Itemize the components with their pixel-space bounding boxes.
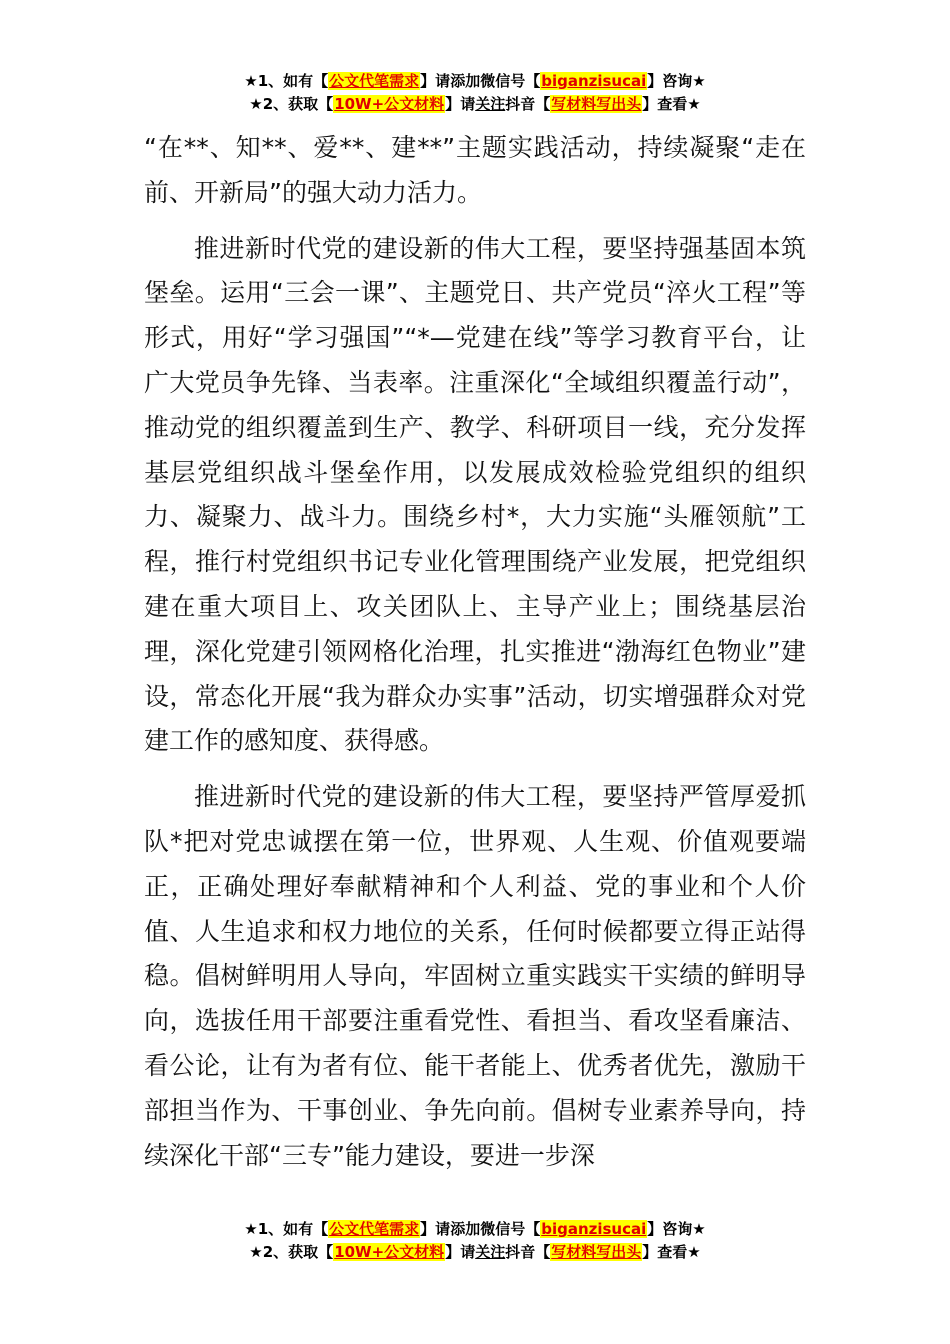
banner-text: 抖音【 (505, 95, 551, 113)
highlight-service: 公文代笔需求 (329, 1220, 420, 1238)
highlight-service: 公文代笔需求 (329, 72, 420, 90)
highlight-materials: 10W+公文材料 (334, 1243, 445, 1261)
banner-text: ★1、如有【 (244, 1220, 329, 1238)
banner-text: 】请 (445, 1243, 476, 1261)
highlight-materials: 10W+公文材料 (334, 95, 445, 113)
banner-text: 】查看★ (642, 1243, 701, 1261)
highlight-wechat-id: biganzisucai (541, 72, 647, 90)
highlight-wechat-id: biganzisucai (541, 1220, 647, 1238)
header-banner (0, 70, 950, 116)
banner-line-2 (0, 1241, 950, 1264)
banner-text: 】查看★ (642, 95, 701, 113)
banner-text: ★1、如有【 (244, 72, 329, 90)
footer-banner (0, 1218, 950, 1264)
paragraph-2: 推进新时代党的建设新的伟大工程，要坚持强基固本筑堡垒。运用“三会一课”、主题党日、共产党员“淬火工程”等形式，用好“学习强国”“*—党建在线”等学习教育平台，让广大党员争先锋、当表率。注重深化“全域组织覆盖行动”，推动党的组织覆盖到生产、教学、科研项目一线，充分发挥基层党组织战斗堡垒作用，以发展成效检验党组织的组织力、凝聚力、战斗力。围绕乡村*，大力实施“头雁领航”工程，推行村党组织书记专业化管理围绕产业发展，把党组织建在重大项目上、攻关团队上、主导产业上；围绕基层治理，深化党建引领网格化治理，扎实推进“渤海红色物业”建设，常态化开展“我为群众办实事”活动，切实增强群众对党建工作的感知度、获得感。 (144, 233, 806, 756)
banner-text: 】请 (420, 72, 451, 90)
banner-underlined-word: 关注 (475, 1243, 506, 1261)
highlight-douyin-account: 写材料写出头 (551, 1243, 642, 1261)
paragraph-1: “在**、知**、爱**、建**”主题实践活动，持续凝聚“走在前、开新局”的强大动力活力。 (144, 133, 806, 207)
banner-text: 微信号【 (480, 72, 541, 90)
banner-line-1 (0, 1218, 950, 1241)
banner-text: ★2、获取【 (249, 95, 334, 113)
banner-text: 】咨询★ (647, 1220, 706, 1238)
highlight-douyin-account: 写材料写出头 (551, 95, 642, 113)
banner-line-2 (0, 93, 950, 116)
banner-text: 】咨询★ (647, 72, 706, 90)
banner-bold-word: 添加 (450, 1220, 481, 1238)
banner-text: 】请 (420, 1220, 451, 1238)
banner-line-1 (0, 70, 950, 93)
banner-bold-word: 添加 (450, 72, 481, 90)
banner-text: ★2、获取【 (249, 1243, 334, 1261)
banner-text: 抖音【 (505, 1243, 551, 1261)
document-body (144, 126, 806, 1178)
banner-underlined-word: 关注 (475, 95, 506, 113)
banner-text: 】请 (445, 95, 476, 113)
banner-text: 微信号【 (480, 1220, 541, 1238)
paragraph-3: 推进新时代党的建设新的伟大工程，要坚持严管厚爱抓队*把对党忠诚摆在第一位，世界观、人生观、价值观要端正，正确处理好奉献精神和个人利益、党的事业和个人价值、人生追求和权力地位的关系，任何时候都要立得正站得稳。倡树鲜明用人导向，牢固树立重实践实干实绩的鲜明导向，选拔任用干部要注重看党性、看担当、看攻坚看廉洁、看公论，让有为者有位、能干者能上、优秀者优先，激励干部担当作为、干事创业、争先向前。倡树专业素养导向，持续深化干部“三专”能力建设，要进一步深 (144, 782, 806, 1170)
